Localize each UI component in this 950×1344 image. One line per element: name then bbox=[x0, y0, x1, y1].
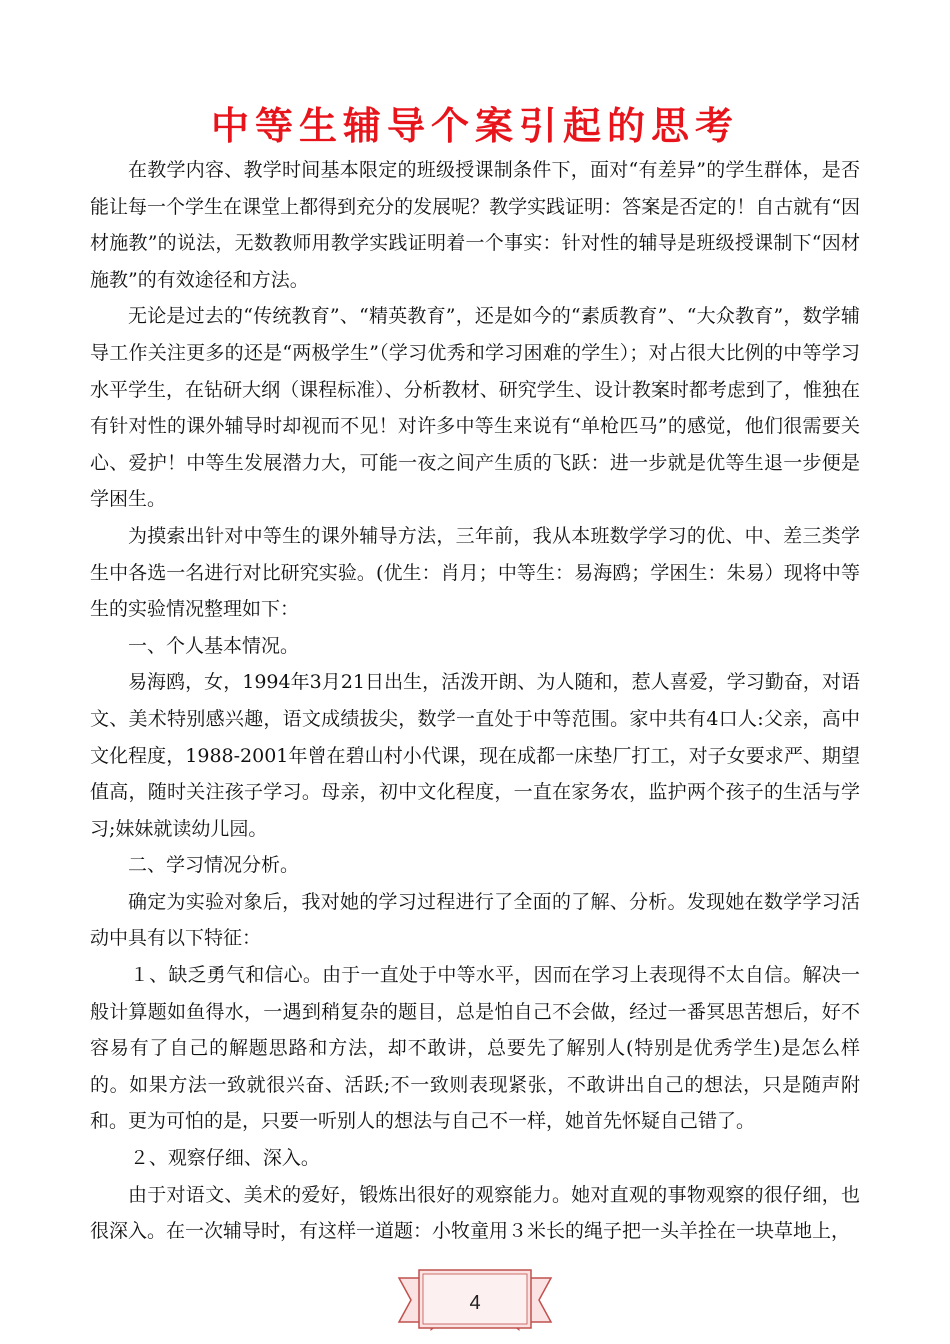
section-heading-basic-info: 一、个人基本情况。 bbox=[128, 634, 300, 657]
paragraph-trait-2: 由于对语文、美术的爱好，锻炼出很好的观察能力。她对直观的事物观察的很仔细，也很深入。在一次辅导时，有这样一道题：小牧童用３米长的绳子把一头羊拴在一块草地上， bbox=[90, 1183, 860, 1243]
paragraph-trait-1: １、缺乏勇气和信心。由于一直处于中等水平，因而在学习上表现得不太自信。解决一般计算题如鱼得水，一遇到稍复杂的题目，总是怕自己不会做，经过一番冥思苦想后，好不容易有了自己的解题思路和方法，却不敢讲，总要先了解别人(特别是优秀学生)是怎么样的。如果方法一致就很兴奋、活跃;不一致则表现紧张，不敢讲出自己的想法，只是随声附和。更为可怕的是，只要一听别人的想法与自己不一样，她首先怀疑自己错了。 bbox=[90, 964, 860, 1133]
paragraph-analysis: 确定为实验对象后，我对她的学习过程进行了全面的了解、分析。发现她在数学学习活动中具有以下特征： bbox=[90, 890, 860, 950]
document-body bbox=[90, 152, 860, 1250]
section-heading-analysis: 二、学习情况分析。 bbox=[128, 854, 300, 877]
page-number: 4 bbox=[469, 1292, 481, 1314]
paragraph-basic-info: 易海鸥，女，1994年3月21日出生，活泼开朗、为人随和，惹人喜爱，学习勤奋，对语文、美术特别感兴趣，语文成绩拔尖，数学一直处于中等范围。家中共有4口人:父亲，高中文化程度，1988-2001年曾在碧山村小代课，现在成都一床垫厂打工，对子女要求严、期望值高，随时关注孩子学习。母亲，初中文化程度，一直在家务农，监护两个孩子的生活与学习;妹妹就读幼儿园。 bbox=[90, 671, 860, 840]
paragraph-method: 为摸索出针对中等生的课外辅导方法，三年前，我从本班数学学习的优、中、差三类学生中各选一名进行对比研究实验。(优生：肖月；中等生：易海鸥；学困生：朱易）现将中等生的实验情况整理如下： bbox=[90, 524, 860, 621]
paragraph-background: 无论是过去的“传统教育”、“精英教育”，还是如今的“素质教育”、“大众教育”，数学辅导工作关注更多的还是“两极学生”（学习优秀和学习困难的学生）；对占很大比例的中等学习水平学生，在钻研大纲（课程标准）、分析教材、研究学生、设计教案时都考虑到了，惟独在有针对性的课外辅导时却视而不见！对许多中等生来说有“单枪匹马”的感觉，他们很需要关心、爱护！中等生发展潜力大，可能一夜之间产生质的飞跃：进一步就是优等生退一步便是学困生。 bbox=[90, 305, 860, 511]
paragraph-trait-2-heading: ２、观察仔细、深入。 bbox=[129, 1147, 320, 1170]
page-number-ribbon bbox=[395, 1262, 555, 1336]
paragraph-intro: 在教学内容、教学时间基本限定的班级授课制条件下，面对“有差异”的学生群体，是否能让每一个学生在课堂上都得到充分的发展呢？教学实践证明：答案是否定的！自古就有“因材施教”的说法，无数教师用教学实践证明着一个事实：针对性的辅导是班级授课制下“因材施教”的有效途径和方法。 bbox=[90, 159, 860, 291]
document-title: 中等生辅导个案引起的思考 bbox=[210, 104, 739, 148]
